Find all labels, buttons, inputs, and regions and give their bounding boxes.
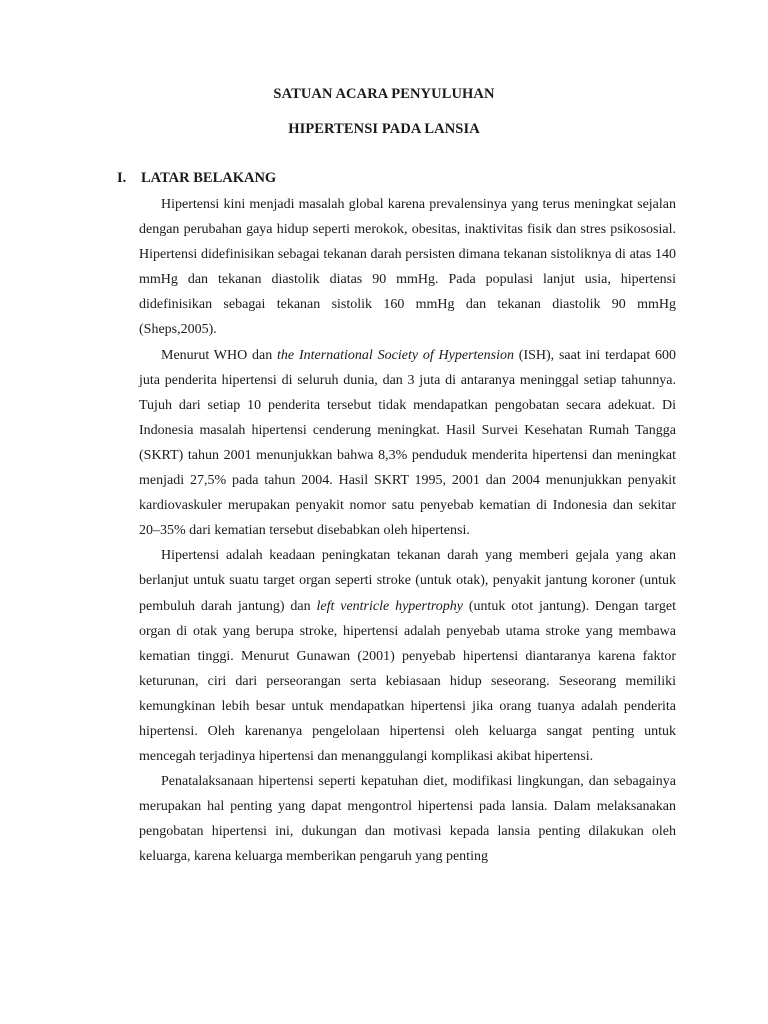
paragraph-2 bbox=[139, 343, 676, 544]
paragraph-1: Hipertensi kini menjadi masalah global karena prevalensinya yang terus meningkat sejalan dengan perubahan gaya hidup seperti merokok, obesitas, inaktivitas fisik dan stres psikososial. Hipertensi didefinisikan sebagai tekanan darah persisten dimana tekanan sistoliknya di atas 140 mmHg dan tekanan diastolik diatas 90 mmHg. Pada populasi lanjut usia, hipertensi didefinisikan sebagai tekanan sistolik 160 mmHg dan tekanan diastolik 90 mmHg (Sheps,2005). bbox=[139, 197, 676, 338]
paragraph-3-text-b: (untuk otot jantung). Dengan target organ di otak yang berupa stroke, hipertensi adalah penyebab utama stroke yang membawa kematian tinggi. Menurut Gunawan (2001) penyebab hipertensi diantaranya karena faktor keturunan, ciri dari perseorangan serta kebiasaan hidup seseorang. Seseorang memiliki kemungkinan lebih besar untuk mendapatkan hipertensi jika orang tuanya adalah penderita hipertensi. Oleh karenanya pengelolaan hipertensi oleh keluarga sangat penting untuk mencegah terjadinya hipertensi dan menanggulangi komplikasi akibat hipertensi. bbox=[139, 598, 677, 765]
section-heading bbox=[117, 170, 276, 187]
body-text bbox=[139, 192, 676, 870]
paragraph-2-text-b: (ISH), saat ini terdapat 600 juta penderita hipertensi di seluruh dunia, dan 3 juta di antaranya meninggal setiap tahunnya. Tujuh dari setiap 10 penderita tersebut tidak mendapatkan pengobatan secara adekuat. Di Indonesia masalah hipertensi cenderung meningkat. Hasil Survei Kesehatan Rumah Tangga (SKRT) tahun 2001 menunjukkan bahwa 8,3% penduduk menderita hipertensi dan meningkat menjadi 27,5% pada tahun 2004. Hasil SKRT 1995, 2001 dan 2004 menunjukkan penyakit kardiovaskuler merupakan penyakit nomor satu penyebab kematian di Indonesia dan sekitar 20–35% dari kematian tersebut disebabkan oleh hipertensi. bbox=[139, 347, 677, 539]
paragraph-3 bbox=[139, 543, 676, 769]
paragraph-2-italic: the International Society of Hypertension bbox=[277, 347, 514, 363]
section-number: I. bbox=[117, 170, 127, 186]
paragraph-3-italic: left ventricle hypertrophy bbox=[316, 598, 463, 614]
paragraph-2-text-a: Menurut WHO dan bbox=[161, 347, 278, 363]
document-title: SATUAN ACARA PENYULUHAN bbox=[273, 86, 495, 102]
paragraph-3-text-a: Hipertensi adalah keadaan peningkatan tekanan darah yang memberi gejala yang akan berlanjut untuk suatu target organ seperti stroke (untuk otak), penyakit jantung koroner (untuk pembuluh darah jantung) dan bbox=[139, 548, 676, 614]
section-title: LATAR BELAKANG bbox=[141, 170, 277, 186]
document-subtitle: HIPERTENSI PADA LANSIA bbox=[288, 121, 480, 137]
paragraph-4: Penatalaksanaan hipertensi seperti kepatuhan diet, modifikasi lingkungan, dan sebagainya merupakan hal penting yang dapat mengontrol hipertensi pada lansia. Dalam melaksanakan pengobatan hipertensi ini, dukungan dan motivasi kepada lansia penting dilakukan oleh keluarga, karena keluarga memberikan pengaruh yang penting bbox=[139, 774, 676, 865]
